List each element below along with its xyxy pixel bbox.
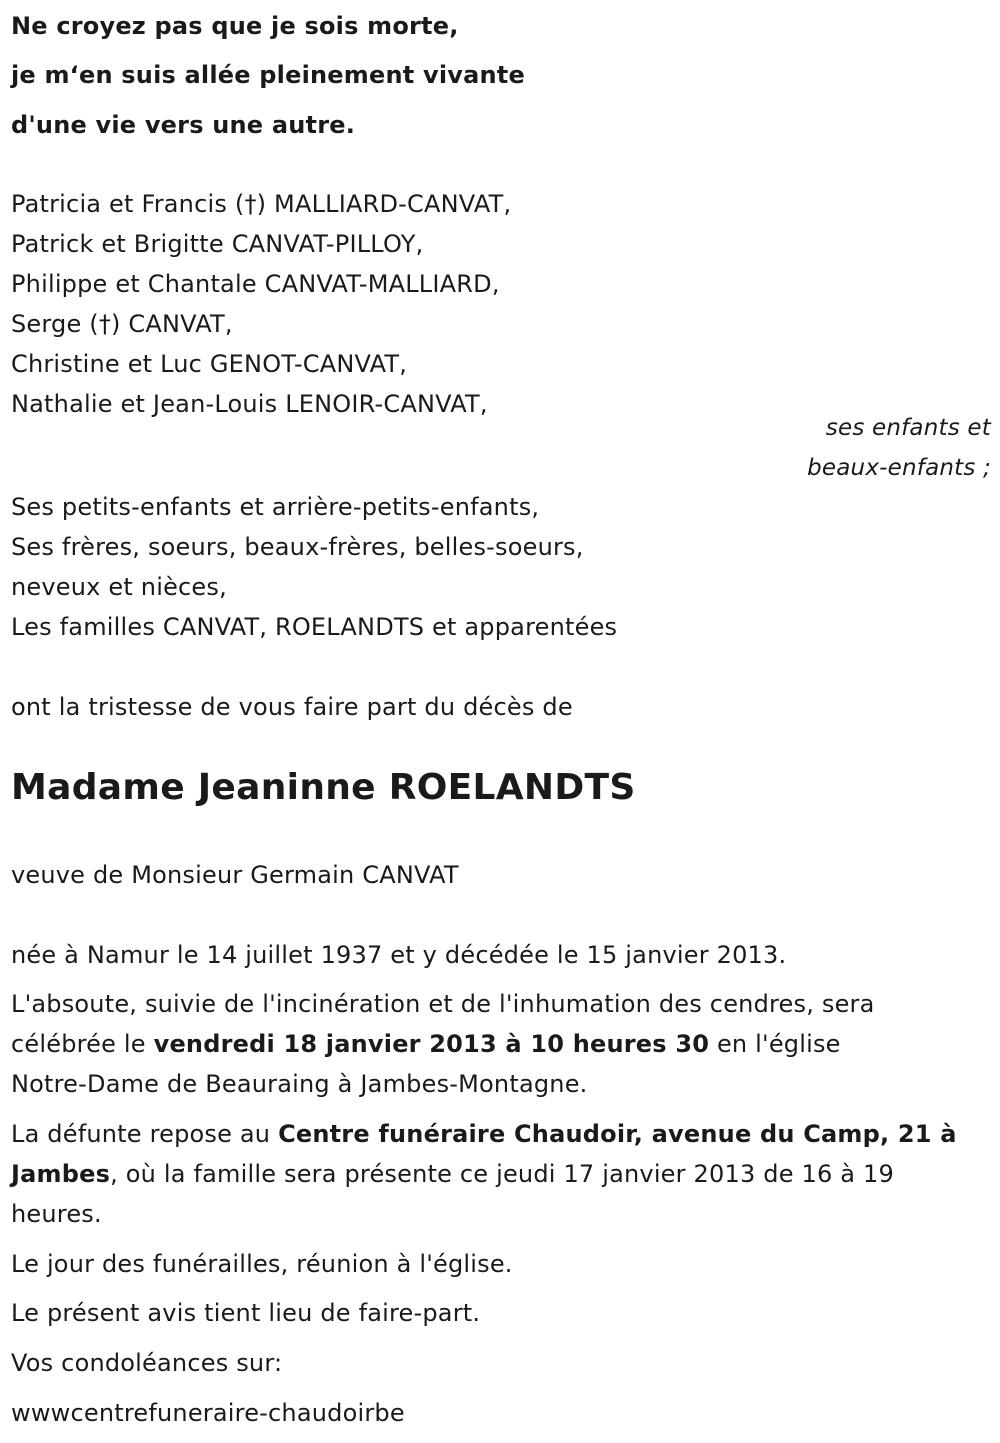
notice-text: Le présent avis tient lieu de faire-part. <box>11 1299 481 1327</box>
family-line-3: Philippe et Chantale CANVAT-MALLIARD, <box>11 270 500 298</box>
poem-line-1: Ne croyez pas que je sois morte, <box>11 12 459 40</box>
viewing-line-3: heures. <box>11 1200 102 1228</box>
relatives-line-4: Les familles CANVAT, ROELANDTS et apparentées <box>11 613 618 641</box>
family-line-1: Patricia et Francis (†) MALLIARD-CANVAT, <box>11 190 512 218</box>
relatives-line-3: neveux et nièces, <box>11 573 227 601</box>
funeral-day-text: Le jour des funérailles, réunion à l'église. <box>11 1250 513 1278</box>
ceremony-line-2-prefix: célébrée le <box>11 1030 154 1058</box>
announcement-text: ont la tristesse de vous faire part du décès de <box>11 693 573 721</box>
deceased-name: Madame Jeaninne ROELANDTS <box>11 767 636 808</box>
viewing-line-1 <box>11 1119 957 1149</box>
funeral-home-city: Jambes <box>11 1160 111 1188</box>
ceremony-line-3: Notre-Dame de Beauraing à Jambes-Montagne. <box>11 1070 588 1098</box>
family-line-6: Nathalie et Jean-Louis LENOIR-CANVAT, <box>11 390 488 418</box>
condolences-label: Vos condoléances sur: <box>11 1349 283 1377</box>
viewing-line-1-prefix: La défunte repose au <box>11 1120 279 1148</box>
relatives-line-2: Ses frères, soeurs, beaux-frères, belles-soeurs, <box>11 533 584 561</box>
ceremony-datetime: vendredi 18 janvier 2013 à 10 heures 30 <box>153 1030 710 1058</box>
family-line-5: Christine et Luc GENOT-CANVAT, <box>11 350 408 378</box>
birth-death-text: née à Namur le 14 juillet 1937 et y décédée le 15 janvier 2013. <box>11 941 787 969</box>
viewing-line-2-suffix: , où la famille sera présente ce jeudi 17 janvier 2013 de 16 à 19 <box>110 1160 894 1188</box>
family-line-4: Serge (†) CANVAT, <box>11 310 233 338</box>
ceremony-line-2-suffix: en l'église <box>709 1030 841 1058</box>
condolences-website: wwwcentrefuneraire-chaudoirbe <box>11 1399 405 1427</box>
family-relation-line-1: ses enfants et <box>825 415 991 441</box>
family-line-2: Patrick et Brigitte CANVAT-PILLOY, <box>11 230 424 258</box>
widow-of-text: veuve de Monsieur Germain CANVAT <box>11 861 459 889</box>
ceremony-line-2 <box>11 1029 841 1059</box>
funeral-home-address: Centre funéraire Chaudoir, avenue du Camp, 21 à <box>278 1120 957 1148</box>
poem-line-2: je m‘en suis allée pleinement vivante <box>11 61 525 89</box>
family-relation-line-2: beaux-enfants ; <box>807 455 991 481</box>
relatives-line-1: Ses petits-enfants et arrière-petits-enfants, <box>11 493 540 521</box>
poem-line-3: d'une vie vers une autre. <box>11 111 356 139</box>
viewing-line-2 <box>11 1159 894 1189</box>
ceremony-line-1: L'absoute, suivie de l'incinération et de l'inhumation des cendres, sera <box>11 990 875 1018</box>
